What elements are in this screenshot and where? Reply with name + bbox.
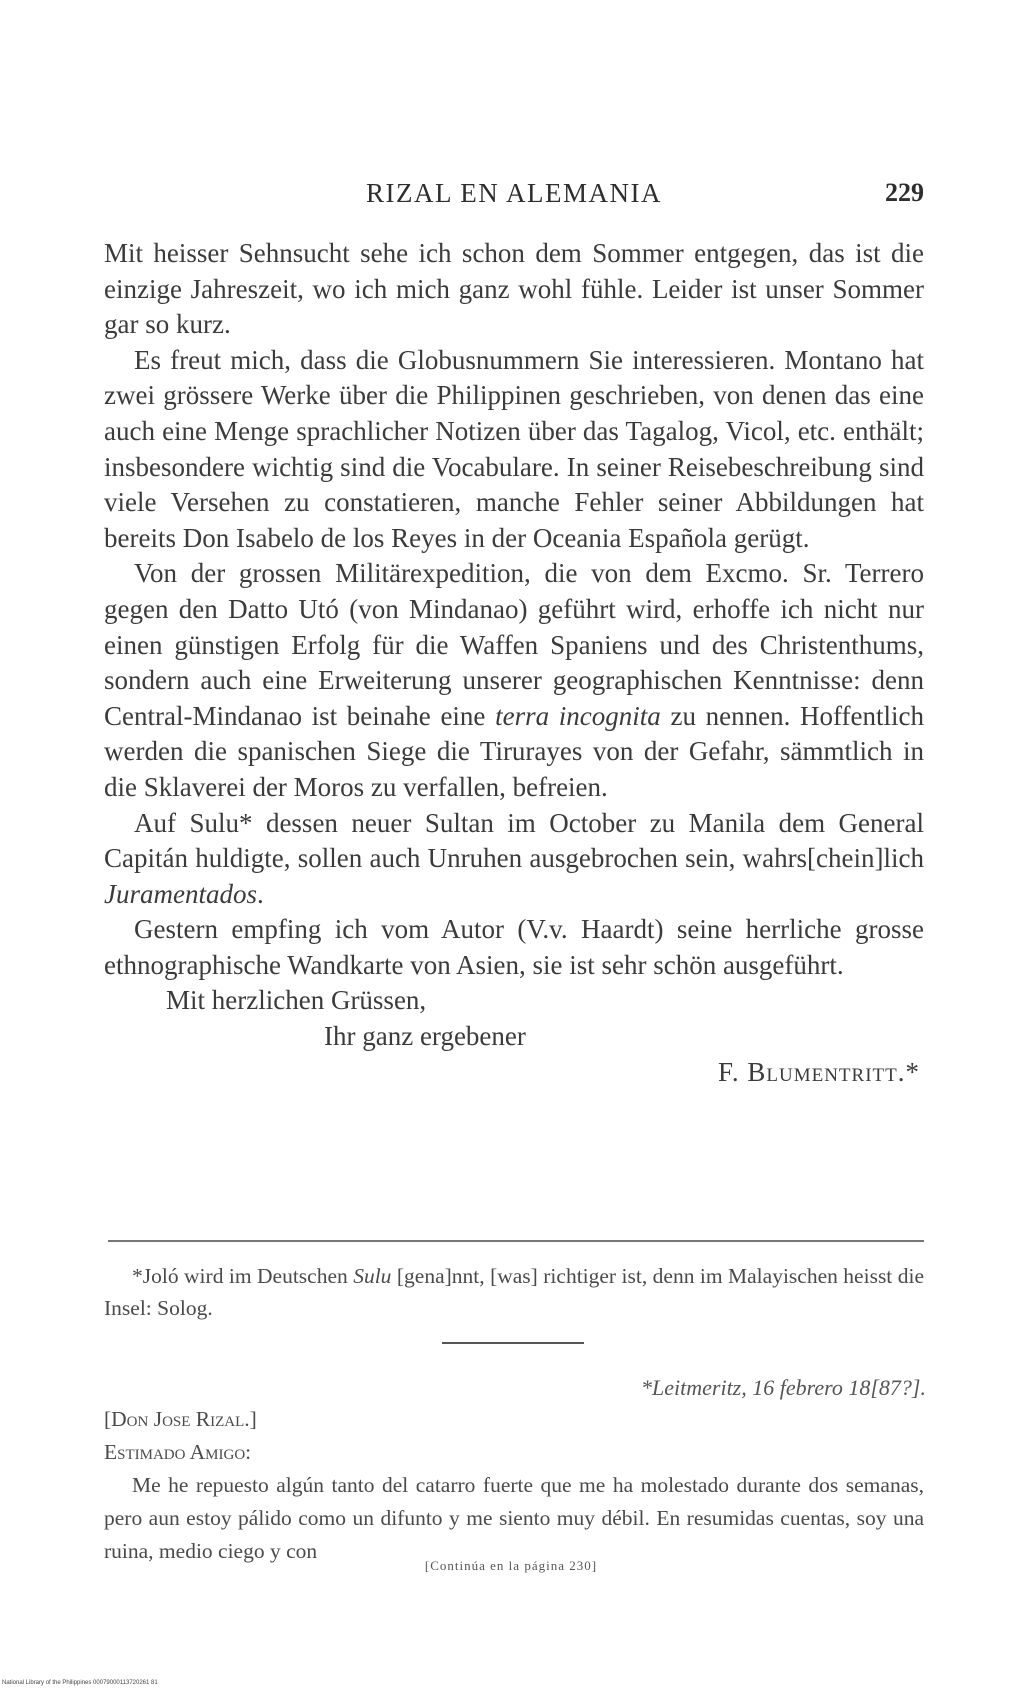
footnote-italic: Sulu — [353, 1264, 392, 1288]
running-title: RIZAL EN ALEMANIA — [366, 178, 662, 208]
closing-line-2: Ihr ganz ergebener — [324, 1021, 526, 1052]
second-letter — [104, 1403, 924, 1568]
paragraph-4 — [104, 806, 924, 913]
footnote-text-b: [gena]nnt, [was] richtiger ist, denn im Malayischen heisst die Insel: Solog. — [104, 1264, 924, 1320]
section-divider — [442, 1342, 584, 1344]
footnote-text — [104, 1260, 924, 1324]
footnote — [104, 1260, 924, 1324]
signature: F. Blumentritt.* — [718, 1056, 920, 1087]
page-number: 229 — [885, 178, 924, 207]
footnote-divider — [108, 1240, 924, 1242]
salutation: Estimado Amigo: — [104, 1440, 252, 1464]
paragraph-1: Mit heisser Sehnsucht sehe ich schon dem Sommer entgegen, das ist die einzige Jahreszeit, wo ich mich ganz wohl fühle. Leider ist unser Sommer gar so kurz. — [104, 238, 924, 340]
paragraph-5: Gestern empfing ich vom Autor (V.v. Haardt) seine herrliche grosse ethnographische Wandkarte von Asien, sie ist sehr schön ausgeführt. — [104, 914, 924, 980]
paragraph-3-text-a: Von der grossen Militärexpedition, die von dem Excmo. Sr. Terrero gegen den Datto Utó (von Mindanao) geführt wird, erhoffe ich nicht nur einen günstigen Erfolg für die Waffen Spaniens und des Christenthums, sondern auch eine Erweiterung unserer geographischen Kenntnisse: denn Central-Mindanao ist beinahe eine — [104, 558, 924, 731]
paragraph-4-italic: Juramentados — [104, 878, 257, 909]
second-letter-text: Me he repuesto algún tanto del catarro fuerte que me ha molestado durante dos semanas, pero aun estoy pálido como un difunto y me siento muy débil. En resumidas cuentas, soy una ruina, medio ciego y con — [104, 1473, 924, 1563]
paragraph-3 — [104, 556, 924, 805]
continuation-note: [Continúa en la página 230] — [424, 1558, 598, 1573]
letter-date: *Leitmeritz, 16 febrero 18[87?]. — [641, 1375, 926, 1400]
paragraph-4-text-a: Auf Sulu* dessen neuer Sultan im October zu Manila dem General Capitán huldigte, sollen auch Unruhen ausgebrochen sein, wahrs[chein]lich — [104, 807, 924, 874]
addressee: [Don Jose Rizal.] — [104, 1407, 257, 1431]
scan-credit: National Library of the Philippines 00079000113720261 81 — [2, 1680, 158, 1686]
letter-body — [104, 236, 924, 1090]
paragraph-2: Es freut mich, dass die Globusnummern Sie interessieren. Montano hat zwei grössere Werke über die Philippinen geschrieben, von denen das eine auch eine Menge sprachlicher Notizen über das Tagalog, Vicol, etc. enthält; insbesondere wichtig sind die Vocabulare. In seiner Reisebeschreibung sind viele Versehen zu constatieren, manche Fehler seiner Abbildungen hat bereits Don Isabelo de los Reyes in der Oceania Española gerügt. — [104, 344, 924, 553]
page-header — [104, 178, 924, 218]
paragraph-3-italic: terra incognita — [495, 700, 661, 731]
paragraph-3-text-b: zu nennen. Hoffentlich werden die spanischen Siege die Tirurayes von der Gefahr, sämmtlich in die Sklaverei der Moros zu verfallen, befreien. — [104, 700, 924, 802]
closing-line: Mit herzlichen Grüssen, — [166, 985, 427, 1016]
footnote-text-a: *Joló wird im Deutschen — [132, 1264, 354, 1288]
paragraph-4-text-b: . — [256, 878, 264, 909]
